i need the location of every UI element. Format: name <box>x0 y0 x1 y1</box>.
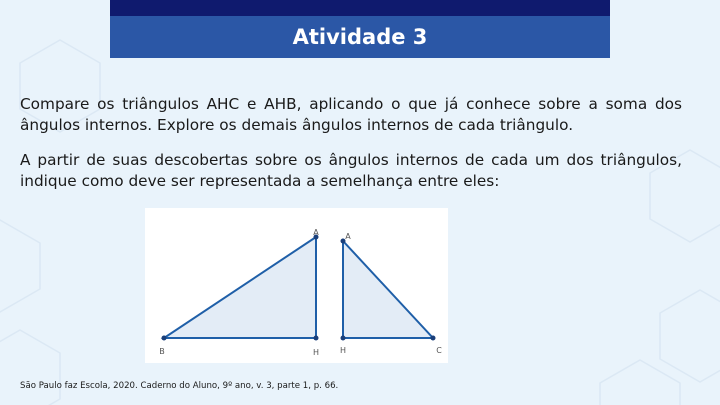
title-top-strip <box>110 0 610 16</box>
triangle-ahb <box>164 237 316 338</box>
page-title: Atividade 3 <box>292 25 428 49</box>
label-b: B <box>159 347 165 356</box>
label-h-left: H <box>312 348 320 357</box>
triangles-figure <box>145 208 448 363</box>
instruction-paragraph-2: A partir de suas descobertas sobre os ângulos internos de cada um dos triângulos, indique como deve ser representada a semelhança entre eles: <box>20 151 682 190</box>
triangle-ahc <box>343 241 433 338</box>
source-caption: São Paulo faz Escola, 2020. Caderno do Aluno, 9º ano, v. 3, parte 1, p. 66. <box>20 381 339 391</box>
vertex-b <box>162 336 167 341</box>
vertex-c <box>431 336 436 341</box>
instruction-paragraph-1: Compare os triângulos AHC e AHB, aplicando o que já conhece sobre a soma dos ângulos internos. Explore os demais ângulos internos de cada triângulo. <box>20 95 682 134</box>
triangles-svg <box>145 208 448 363</box>
vertex-h-right <box>341 336 346 341</box>
label-a-left: A <box>313 228 319 237</box>
label-h-right: H <box>339 346 347 355</box>
label-c: C <box>436 346 442 355</box>
label-a-right: A <box>345 232 351 241</box>
title-bar <box>110 0 610 58</box>
vertex-h-left <box>314 336 319 341</box>
